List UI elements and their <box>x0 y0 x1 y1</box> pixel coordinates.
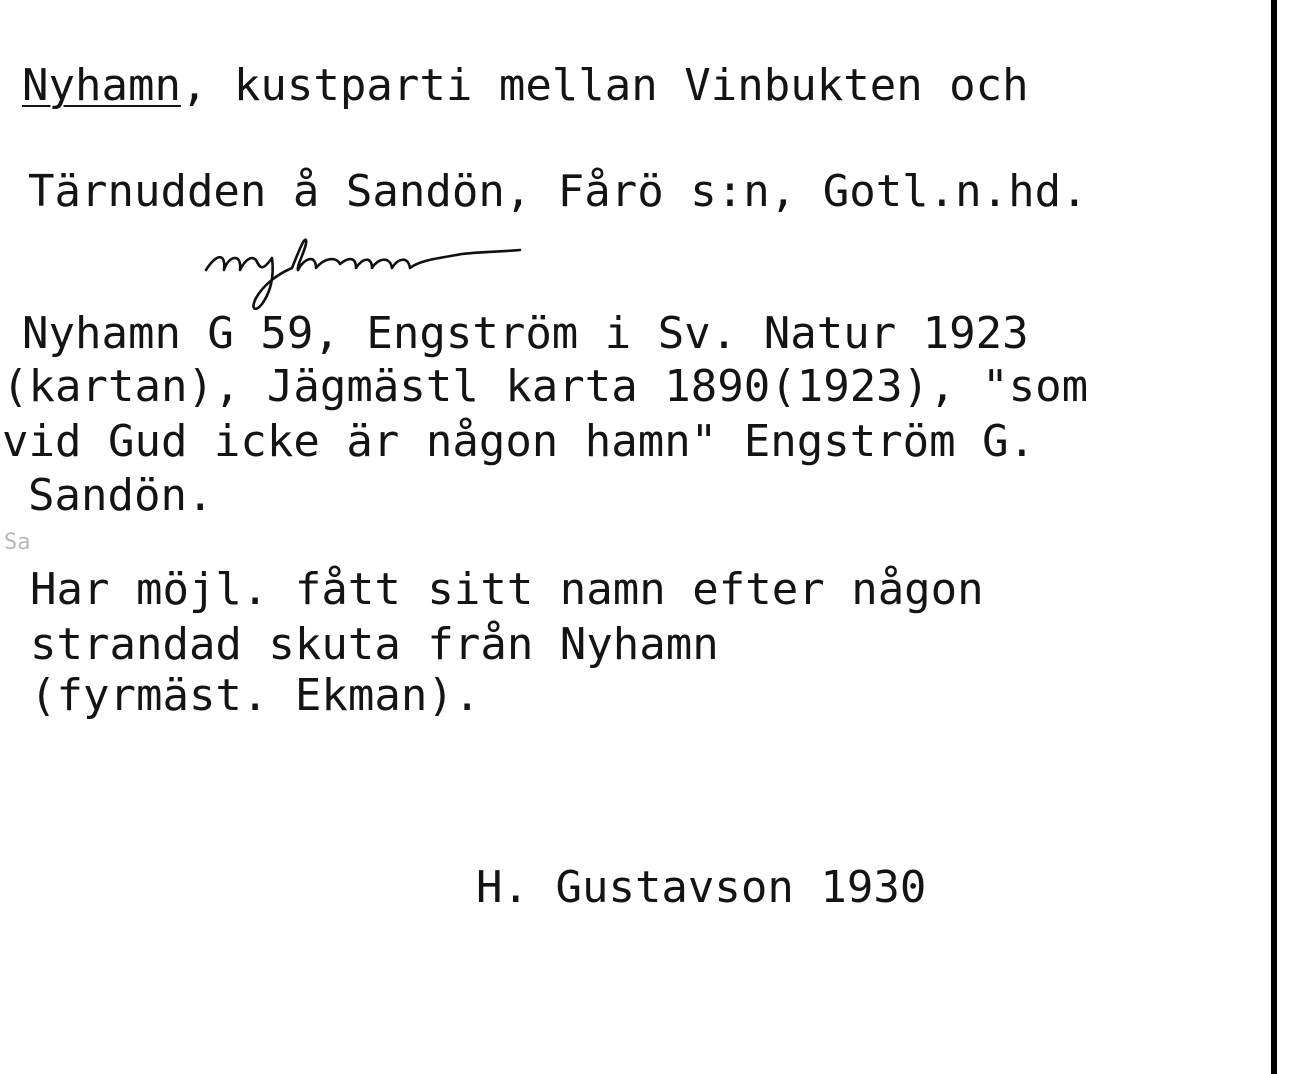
note-line-3: (fyrmäst. Ekman). <box>30 670 481 721</box>
definition-text: , kustparti mellan Vinbukten och <box>180 60 1029 111</box>
signature: H. Gustavson 1930 <box>476 862 927 913</box>
source-line-3: vid Gud icke är någon hamn" Engström G. <box>2 416 1036 467</box>
source-line-2: (kartan), Jägmästl karta 1890(1923), "som <box>2 361 1089 412</box>
note-line-1: Har möjl. fått sitt namn efter någon <box>30 564 984 615</box>
headword: Nyhamn <box>22 60 181 111</box>
margin-mark: Sa <box>4 530 31 555</box>
card-right-edge <box>1271 0 1277 1074</box>
definition-line-2: Tärnudden å Sandön, Fårö s:n, Gotl.n.hd. <box>28 166 1088 217</box>
note-line-2: strandad skuta från Nyhamn <box>30 619 719 670</box>
source-line-1: Nyhamn G 59, Engström i Sv. Natur 1923 <box>22 308 1029 359</box>
source-line-4: Sandön. <box>28 470 214 521</box>
definition-line-1 <box>22 60 1029 111</box>
handwritten-annotation <box>200 228 540 318</box>
